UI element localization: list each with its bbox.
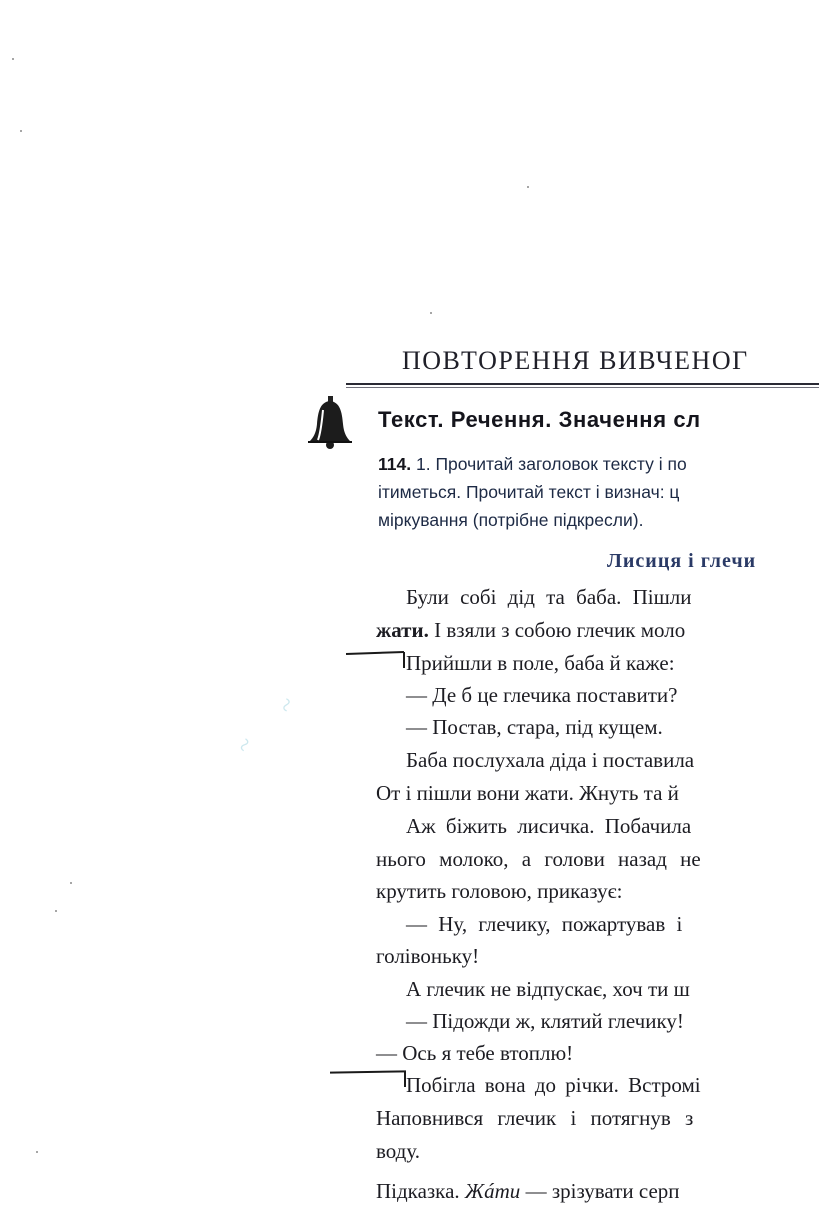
scan-speck (55, 910, 57, 912)
story-line: Побігла вона до річки. Встромі (406, 1073, 701, 1097)
bold-term: жати (376, 618, 424, 642)
scan-speck (12, 58, 14, 60)
story-line: Аж біжить лисичка. Побачила (406, 814, 692, 838)
scan-speck (20, 130, 22, 132)
paragraph-bracket (403, 652, 405, 668)
exercise-line-2: ітиметься. Прочитай текст і визнач: ц (378, 482, 680, 502)
section-header: ПОВТОРЕННЯ ВИВЧЕНОГ (402, 346, 749, 375)
story-line: Прийшли в поле, баба й каже: (406, 651, 675, 675)
story-line: — Постав, стара, під кущем. (406, 715, 663, 739)
hint-definition: — зрізувати серп (525, 1179, 680, 1203)
story-line: — Підожди ж, клятий глечику! (406, 1009, 684, 1033)
scan-speck (527, 186, 529, 188)
scan-speck (36, 1151, 38, 1153)
story-line: Були собі дід та баба. Пішли (406, 585, 692, 609)
story-line: голівоньку! (376, 944, 480, 968)
topic-title: Текст. Речення. Значення сл (378, 407, 701, 432)
story-line: — Ось я тебе втоплю! (376, 1041, 574, 1065)
hint-label: Підказка. (376, 1179, 460, 1203)
bleed-through-mark: ~ (270, 693, 303, 717)
hint-term: Жáти (464, 1179, 521, 1203)
story-line: нього молоко, а голови назад не (376, 847, 701, 871)
story-line: крутить головою, приказує: (376, 879, 623, 903)
paragraph-bracket (330, 1070, 406, 1073)
exercise-line-1 (378, 454, 687, 475)
header-rule (346, 383, 819, 385)
story-line: Наповнився глечик і потягнув з (376, 1106, 694, 1130)
story-line: — Де б це глечика поставити? (406, 683, 678, 707)
story-title: Лисиця і глечи (607, 550, 757, 572)
story-line: А глечик не відпускає, хоч ти ш (406, 977, 690, 1001)
scan-speck (430, 312, 432, 314)
bell-icon (304, 394, 356, 450)
story-line: жати. І взяли з собою глечик моло (376, 618, 686, 642)
story-line: воду. (376, 1139, 420, 1163)
exercise-text: 1. Прочитай заголовок тексту і по (415, 454, 687, 474)
story-line: — Ну, глечику, пожартував і (406, 912, 683, 936)
scan-speck (70, 882, 72, 884)
hint-line (376, 1179, 680, 1204)
header-rule-thin (346, 387, 819, 388)
story-line-text: І взяли з собою глечик моло (434, 618, 686, 642)
paragraph-bracket (346, 651, 404, 655)
exercise-line-3: міркування (потрібне підкресли). (378, 510, 644, 530)
bleed-through-mark: ~ (228, 731, 261, 759)
story-line: Баба послухала діда і поставила (406, 748, 695, 772)
exercise-number: 114. (378, 454, 412, 474)
story-line: От і пішли вони жати. Жнуть та й (376, 781, 679, 805)
